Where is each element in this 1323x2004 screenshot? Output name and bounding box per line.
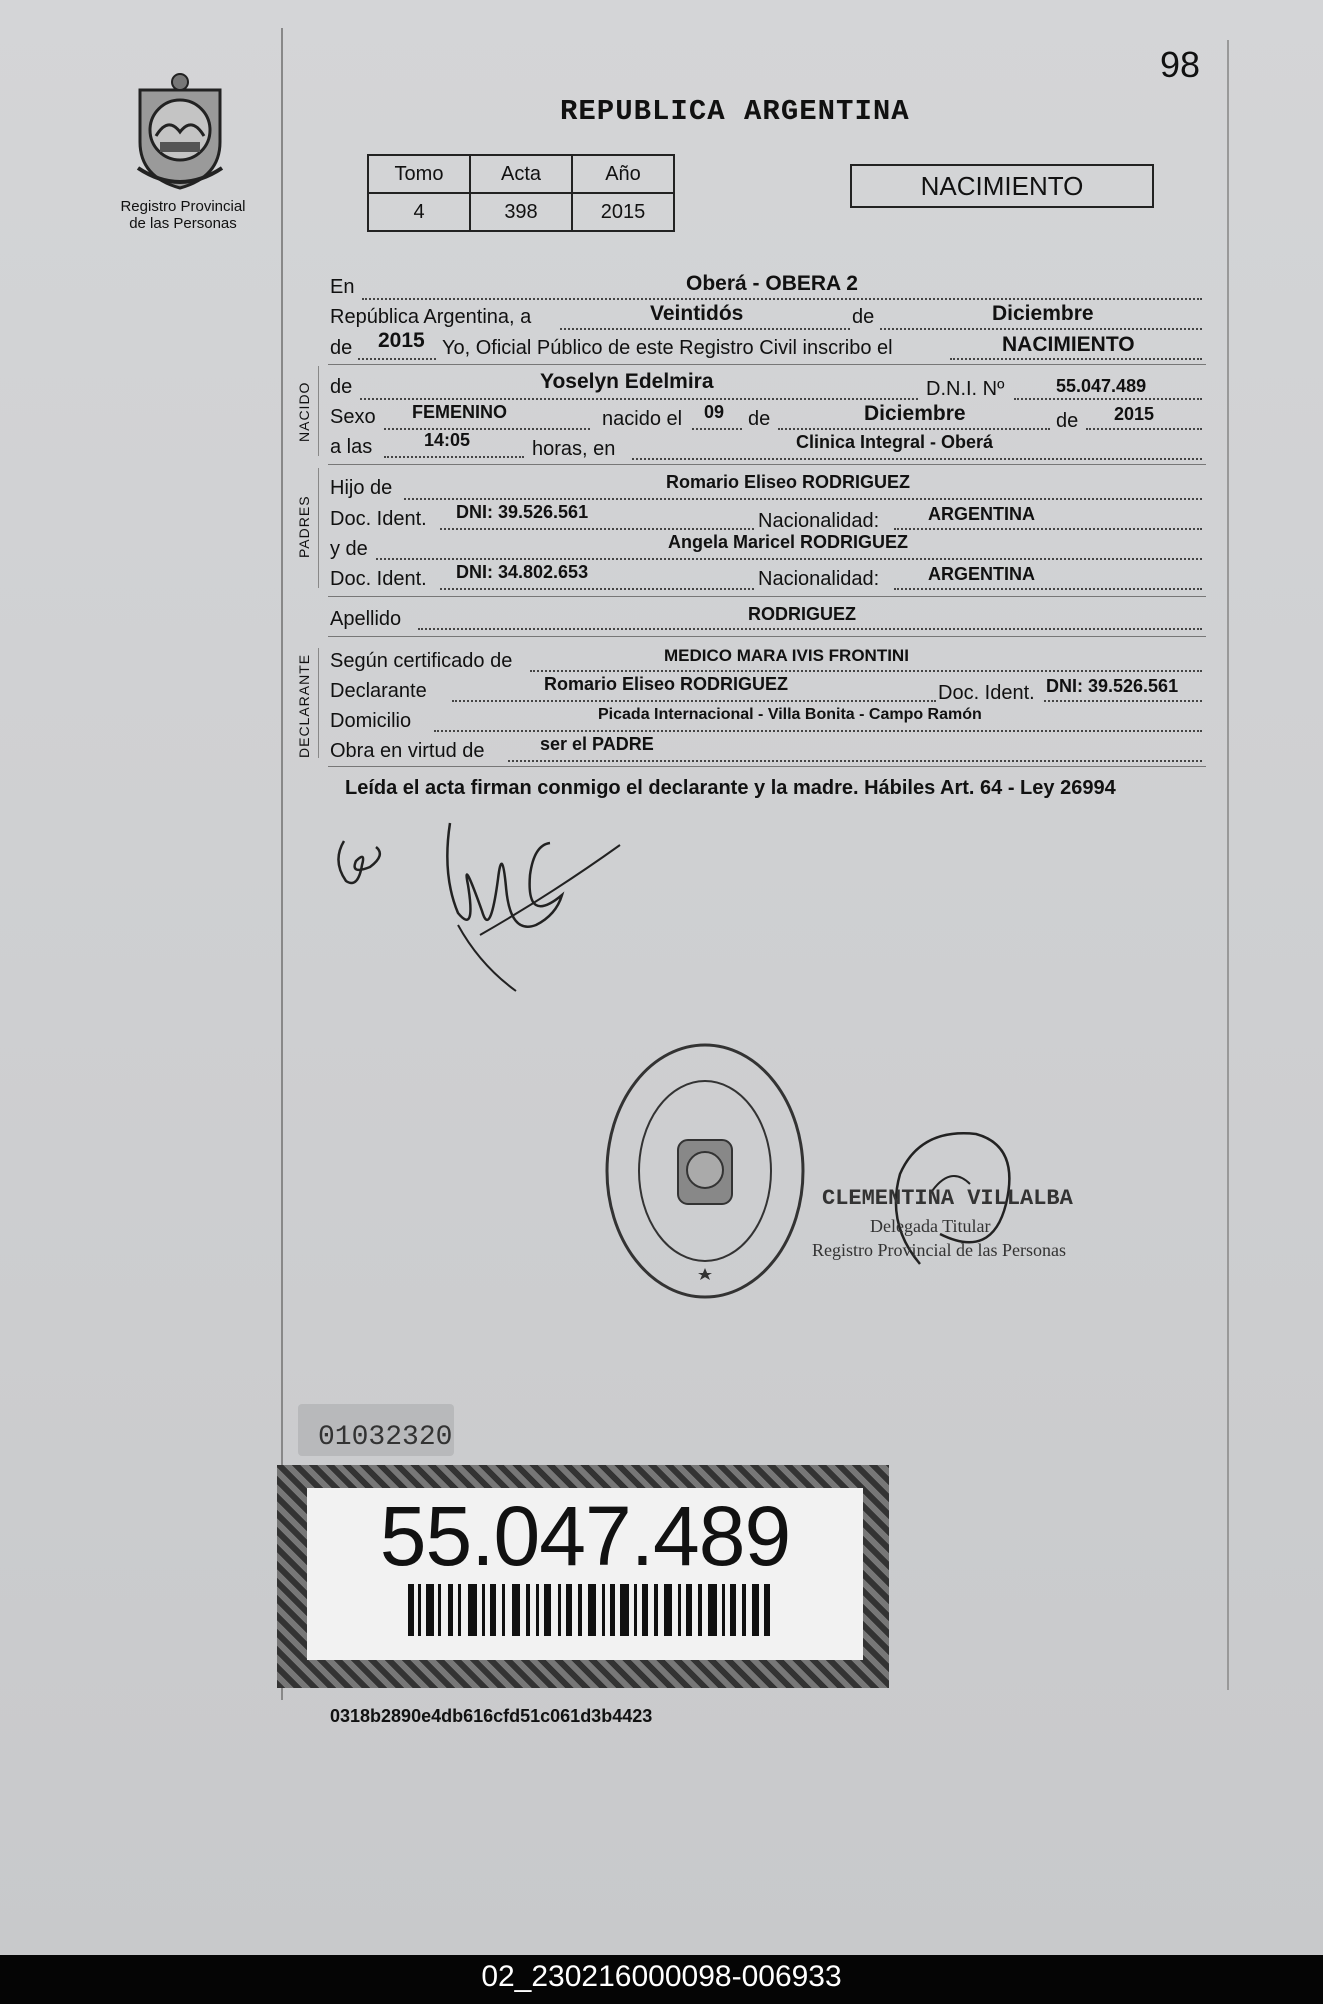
section-divider-3	[328, 596, 1206, 597]
nombre-label: de	[330, 376, 353, 398]
left-margin-rule	[281, 28, 283, 1700]
sexo-value: FEMENINO	[412, 402, 508, 422]
nac1-value: ARGENTINA	[928, 504, 1035, 524]
sexo-dots	[384, 428, 590, 430]
nac2-label: Nacionalidad:	[758, 568, 880, 590]
doc2-value: DNI: 34.802.653	[456, 562, 589, 582]
hora-label: a las	[330, 436, 373, 458]
domicilio-value: Picada Internacional - Villa Bonita - Campo Ramón	[598, 706, 982, 723]
logo-caption-line1: Registro Provincial	[120, 198, 246, 215]
apellido-dots	[418, 628, 1202, 630]
apellido-label: Apellido	[330, 608, 402, 630]
doc1-value: DNI: 39.526.561	[456, 502, 589, 522]
horas-label: horas, en	[532, 438, 616, 460]
year-dots	[358, 358, 436, 360]
right-margin-rule	[1227, 40, 1229, 1690]
declarante-dots	[452, 700, 936, 702]
day-value: Veintidós	[650, 302, 744, 325]
record-table-header	[368, 155, 674, 193]
section-divider-5	[328, 766, 1206, 767]
page-number: 98	[1160, 44, 1201, 85]
official-role: Delegada Titular	[870, 1216, 991, 1236]
dni-value: 55.047.489	[1056, 376, 1147, 396]
obra-label: Obra en virtud de	[330, 740, 485, 762]
value-anio: 2015	[572, 193, 674, 231]
padres-bracket	[318, 468, 319, 588]
header-acta: Acta	[470, 155, 572, 193]
domicilio-label: Domicilio	[330, 710, 412, 732]
en-label: En	[330, 276, 355, 298]
nacido-day: 09	[704, 402, 725, 422]
nacido-month: Diciembre	[864, 402, 966, 425]
doc1-label: Doc. Ident.	[330, 508, 427, 530]
yde-label: y de	[330, 538, 368, 560]
lugar-dots	[632, 458, 1202, 460]
inscribo-dots	[950, 358, 1202, 360]
doc2-dots	[440, 588, 754, 590]
province-seal-icon	[130, 72, 230, 192]
certificado-dots	[530, 670, 1202, 672]
certificado-label: Según certificado de	[330, 650, 513, 672]
sexo-label: Sexo	[330, 406, 376, 428]
section-divider-2	[328, 464, 1206, 465]
doc3-value: DNI: 39.526.561	[1046, 676, 1179, 696]
madre-value: Angela Maricel RODRIGUEZ	[668, 532, 909, 552]
header-anio: Año	[572, 155, 674, 193]
doc2-label: Doc. Ident.	[330, 568, 427, 590]
nac1-dots	[894, 528, 1202, 530]
padre-value: Romario Eliseo RODRIGUEZ	[666, 472, 911, 492]
en-dots	[362, 298, 1202, 300]
hijo-label: Hijo de	[330, 477, 393, 499]
padre-dots	[404, 498, 1202, 500]
de-label: de	[852, 306, 875, 328]
nacido-bracket	[318, 366, 319, 456]
side-label-padres: PADRES	[296, 495, 312, 558]
doc3-label: Doc. Ident.	[938, 682, 1035, 704]
nac1-label: Nacionalidad:	[758, 510, 880, 532]
side-label-declarante: DECLARANTE	[296, 653, 312, 758]
nombre-dots	[360, 398, 918, 400]
dni-dots	[1014, 398, 1202, 400]
lugar-value: Clinica Integral - Oberá	[796, 432, 994, 452]
nacido-label: nacido el	[602, 408, 683, 430]
obra-value: ser el PADRE	[540, 734, 654, 754]
madre-dots	[376, 558, 1202, 560]
nacido-day-dots	[692, 428, 742, 430]
dni-label: D.N.I. Nº	[926, 378, 1005, 400]
value-acta: 398	[470, 193, 572, 231]
oficial-text: Yo, Oficial Público de este Registro Civil inscribo el	[442, 337, 893, 359]
month-dots	[880, 328, 1202, 330]
republica-label: República Argentina, a	[330, 306, 532, 328]
logo-caption	[108, 198, 258, 232]
record-table	[367, 154, 675, 232]
year-value: 2015	[378, 329, 425, 352]
footer-code: 02_230216000098-006933	[481, 1960, 842, 1993]
section-divider-4	[328, 636, 1206, 637]
declarante-label: Declarante	[330, 680, 427, 702]
logo-caption-line2: de las Personas	[129, 215, 237, 232]
registry-stamp-icon	[600, 1036, 810, 1306]
hora-dots	[384, 456, 524, 458]
hora-value: 14:05	[424, 430, 471, 450]
nacido-de1-label: de	[748, 408, 771, 430]
control-number: 01032320	[318, 1422, 453, 1453]
obra-dots	[508, 760, 1202, 762]
official-office: Registro Provincial de las Personas	[812, 1240, 1066, 1260]
apellido-value: RODRIGUEZ	[748, 604, 856, 624]
declarante-value: Romario Eliseo RODRIGUEZ	[544, 674, 789, 694]
record-type-box: NACIMIENTO	[850, 164, 1154, 208]
year-label: de	[330, 337, 353, 359]
hash-code: 0318b2890e4db616cfd51c061d3b4423	[330, 1706, 653, 1726]
barcode-icon	[408, 1584, 772, 1636]
nacido-de2-label: de	[1056, 410, 1079, 432]
certificado-value: MEDICO MARA IVIS FRONTINI	[664, 646, 909, 665]
record-table-values	[368, 193, 674, 231]
doc3-dots	[1044, 700, 1202, 702]
closing-note: Leída el acta firman conmigo el declarante y la madre. Hábiles Art. 64 - Ley 26994	[345, 777, 1116, 799]
header-tomo: Tomo	[368, 155, 470, 193]
inscribo-value: NACIMIENTO	[1002, 333, 1135, 356]
nacido-year-dots	[1086, 428, 1202, 430]
section-divider-1	[328, 364, 1206, 365]
nacido-year: 2015	[1114, 404, 1155, 424]
domicilio-dots	[434, 730, 1202, 732]
nacido-month-dots	[778, 428, 1050, 430]
official-name: CLEMENTINA VILLALBA	[822, 1186, 1073, 1211]
day-dots	[560, 328, 850, 330]
signature-icon	[330, 815, 630, 995]
en-value: Oberá - OBERA 2	[686, 272, 858, 295]
declarante-bracket	[318, 648, 319, 758]
side-label-nacido: NACIDO	[296, 381, 312, 442]
value-tomo: 4	[368, 193, 470, 231]
sticker-dni-number: 55.047.489	[379, 1489, 791, 1583]
month-value: Diciembre	[992, 302, 1094, 325]
nac2-value: ARGENTINA	[928, 564, 1035, 584]
document-title: REPUBLICA ARGENTINA	[560, 95, 910, 128]
nombre-value: Yoselyn Edelmira	[540, 370, 714, 393]
doc1-dots	[440, 528, 754, 530]
nac2-dots	[894, 588, 1202, 590]
